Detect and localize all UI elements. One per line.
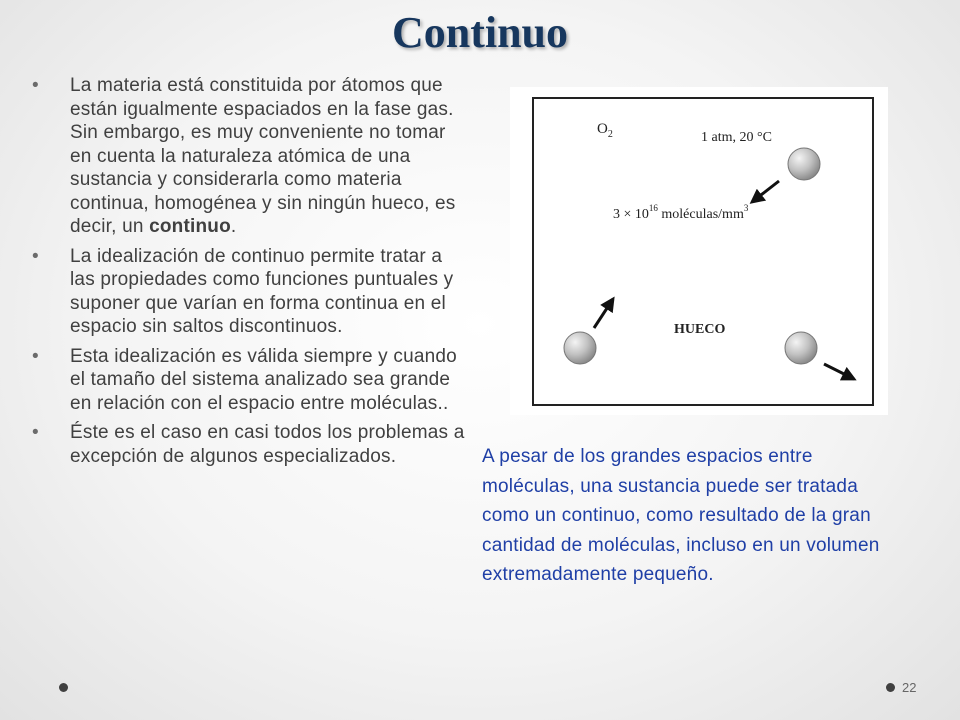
molecule-sphere xyxy=(788,148,820,180)
void-label: HUECO xyxy=(674,322,726,337)
figure-caption: A pesar de los grandes espacios entre moléculas, una sustancia puede ser tratada como un continuo, como resultado de la gran cantidad de moléculas, incluso en un volumen extremadamente pequeño. xyxy=(482,446,880,585)
bullet-text-tail: . xyxy=(230,216,237,237)
bullet-item xyxy=(30,421,470,468)
density-label: $3 \times 10^{16}$ moléculas/$mm^3$ xyxy=(613,203,749,222)
bullet-text: Esta idealización es válida siempre y cuando el tamaño del sistema analizado sea grande en relación con el espacio entre moléculas.. xyxy=(70,345,457,414)
bullet-bold-term: continuo xyxy=(149,216,231,237)
slide-title: Continuo xyxy=(391,8,569,57)
bullet-text: La idealización de continuo permite tratar a las propiedades como funciones puntuales y suponer que varían en forma continua en el espacio sin saltos discontinuos. xyxy=(70,245,454,337)
bullet-item xyxy=(30,245,470,339)
bullet-item xyxy=(30,345,470,416)
gas-label: $O_2$ xyxy=(597,121,613,140)
footer-dot-right xyxy=(886,683,895,692)
page-number: 22 xyxy=(902,680,917,695)
conditions-label: 1 atm, 20 °C xyxy=(701,130,772,145)
bullet-text: La materia está constituida por átomos que están igualmente espaciados en la fase gas. Sin embargo, es muy conveniente no tomar en cuenta la naturaleza atómica de una sustancia y considerarla como materia continua, homogénea y sin ningún hueco, es decir, un xyxy=(70,75,456,237)
bullet-text: Éste es el caso en casi todos los problemas a excepción de algunos especializados. xyxy=(70,422,465,467)
molecule-diagram-svg xyxy=(510,87,888,415)
footer-dot-left xyxy=(59,683,68,692)
bullet-item xyxy=(30,74,470,239)
molecule-diagram xyxy=(510,87,888,415)
molecule-sphere xyxy=(564,332,596,364)
molecule-sphere xyxy=(785,332,817,364)
bullet-list xyxy=(30,74,470,474)
